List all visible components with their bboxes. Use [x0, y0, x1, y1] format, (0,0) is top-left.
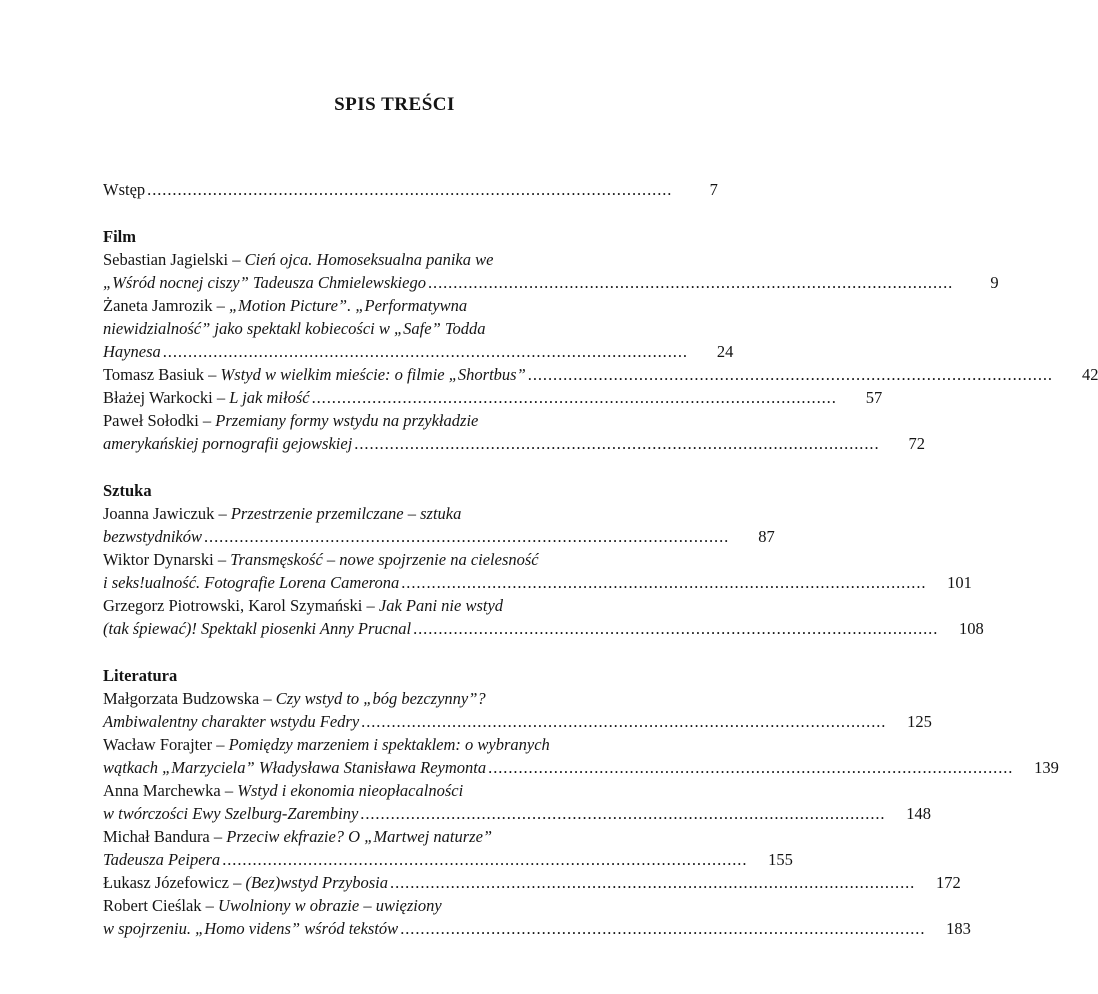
- section-heading: Literatura: [103, 666, 178, 685]
- entry-author: Wacław Forajter –: [103, 735, 229, 754]
- entry-author: Małgorzata Budzowska –: [103, 689, 276, 708]
- entry-author: Wstęp: [103, 180, 146, 199]
- entry-title: L jak miłość: [229, 388, 310, 407]
- entry-text: [103, 294, 467, 317]
- entry-text: [103, 502, 461, 525]
- entry-text: [103, 710, 359, 733]
- entry-title: Tadeusza Peipera: [103, 850, 221, 869]
- entry-author: Sebastian Jagielski –: [103, 250, 245, 269]
- toc-entry: [103, 594, 984, 640]
- entry-title: Czy wstyd to „bóg bezczynny”?: [275, 689, 486, 708]
- dot-leader: [399, 571, 936, 594]
- toc-section: [103, 664, 1059, 940]
- toc-entry: [103, 733, 1059, 779]
- entry-text: [103, 917, 398, 940]
- entry-title: amerykańskiej pornografii gejowskiej: [103, 434, 353, 453]
- entry-text: [103, 271, 426, 294]
- entry-title: (Bez)wstyd Przybosia: [245, 873, 389, 892]
- entry-text: [103, 432, 352, 455]
- entry-line: [103, 687, 686, 710]
- page-number: 183: [946, 919, 971, 938]
- entry-text: [103, 756, 486, 779]
- entry-text: [103, 340, 161, 363]
- entry-text: [103, 548, 539, 571]
- toc-entry: [103, 502, 775, 548]
- entry-title: bezwstydników: [103, 527, 202, 546]
- page-number: 57: [865, 388, 883, 407]
- entry-title: w twórczości Ewy Szelburg-Zarembiny: [103, 804, 359, 823]
- entry-text: [103, 386, 310, 409]
- page-title: SPIS TREŚCI: [334, 94, 455, 115]
- dot-leader: [411, 617, 948, 640]
- entry-title: w spojrzeniu. „Homo videns” wśród tekstów: [103, 919, 399, 938]
- dot-leader: [398, 917, 935, 940]
- entry-title: Wstyd i ekonomia nieopłacalności: [237, 781, 464, 800]
- dot-leader: [359, 710, 896, 733]
- dot-leader: [145, 178, 682, 201]
- entry-title: i seks!ualność. Fotografie Lorena Camerona: [103, 573, 400, 592]
- entry-text: [103, 894, 442, 917]
- entry-text: [103, 571, 399, 594]
- page-number: 148: [906, 804, 931, 823]
- entry-text: [103, 317, 486, 340]
- page-number: 7: [709, 180, 718, 199]
- dot-leader: [202, 525, 739, 548]
- dot-leader: [526, 363, 1063, 386]
- toc-entry: [103, 871, 961, 894]
- entry-line: [103, 733, 686, 756]
- entry-line: [103, 409, 686, 432]
- entry-line: [103, 594, 686, 617]
- section-heading: Film: [103, 227, 136, 246]
- dot-leader: [426, 271, 963, 294]
- dot-leader: [358, 802, 895, 825]
- entry-title: Przemiany formy wstydu na przykładzie: [215, 411, 479, 430]
- entry-title: Uwolniony w obrazie – uwięziony: [218, 896, 442, 915]
- toc-entry: [103, 386, 883, 409]
- entry-title: Haynesa: [103, 342, 161, 361]
- toc-entry: [103, 825, 793, 871]
- entry-text: [103, 525, 202, 548]
- dot-leader: [161, 340, 698, 363]
- page-number: 42: [1081, 365, 1098, 384]
- dot-leader: [220, 848, 757, 871]
- entry-text: [103, 409, 478, 432]
- entry-text: [103, 733, 550, 756]
- table-of-contents: [103, 178, 1098, 940]
- toc-entry: [103, 409, 925, 455]
- entry-text: [103, 178, 145, 201]
- entry-line: [103, 248, 686, 271]
- entry-author: Robert Cieślak –: [103, 896, 219, 915]
- entry-author: Michał Bandura –: [103, 827, 227, 846]
- toc-entry: [103, 779, 931, 825]
- page-number: 72: [908, 434, 925, 453]
- page-number: 125: [907, 712, 932, 731]
- entry-line: [103, 548, 686, 571]
- entry-line: [103, 317, 686, 340]
- entry-line-last: [103, 178, 718, 201]
- toc-entry: [103, 548, 972, 594]
- page-number: 108: [959, 619, 984, 638]
- entry-author: Wiktor Dynarski –: [103, 550, 231, 569]
- page-number: 172: [935, 873, 961, 892]
- toc-entry: [103, 294, 734, 363]
- toc-page: [103, 0, 1098, 994]
- entry-line-last: [103, 363, 1098, 386]
- toc-entry: [103, 363, 1098, 386]
- entry-line-last: [103, 271, 999, 294]
- entry-text: [103, 825, 492, 848]
- entry-line: [103, 825, 686, 848]
- dot-leader: [310, 386, 847, 409]
- entry-text: [103, 363, 526, 386]
- entry-author: Anna Marchewka –: [103, 781, 238, 800]
- entry-title: Jak Pani nie wstyd: [378, 596, 504, 615]
- entry-title: Wstyd w wielkim mieście: o filmie „Shortbus”: [220, 365, 526, 384]
- entry-line-last: [103, 525, 775, 548]
- toc-section: [103, 225, 1098, 455]
- entry-title: niewidzialność” jako spektakl kobiecości w „Safe” Todda: [103, 319, 486, 338]
- page-number: 9: [990, 273, 999, 292]
- entry-title: Ambiwalentny charakter wstydu Fedry: [103, 712, 360, 731]
- entry-line-last: [103, 432, 925, 455]
- entry-line: [103, 502, 686, 525]
- page-number: 155: [768, 850, 793, 869]
- entry-text: [103, 848, 220, 871]
- entry-line: [103, 294, 686, 317]
- page-number: 24: [716, 342, 734, 361]
- toc-entry: [103, 894, 971, 940]
- toc-section: [103, 479, 984, 640]
- entry-title: Cień ojca. Homoseksualna panika we: [244, 250, 494, 269]
- toc-section: [103, 178, 718, 201]
- entry-text: [103, 594, 503, 617]
- entry-title: „Wśród nocnej ciszy” Tadeusza Chmielewskiego: [103, 273, 426, 292]
- entry-title: Transmęskość – nowe spojrzenie na cielesność: [230, 550, 539, 569]
- entry-author: Żaneta Jamrozik –: [103, 296, 229, 315]
- entry-line-last: [103, 571, 972, 594]
- entry-author: Błażej Warkocki –: [103, 388, 230, 407]
- section-heading: Sztuka: [103, 481, 152, 500]
- entry-line-last: [103, 802, 931, 825]
- entry-text: [103, 871, 388, 894]
- entry-text: [103, 248, 493, 271]
- dot-leader: [486, 756, 1023, 779]
- entry-author: Tomasz Basiuk –: [103, 365, 221, 384]
- entry-title: (tak śpiewać)! Spektakl piosenki Anny Prucnal: [103, 619, 412, 638]
- entry-text: [103, 802, 358, 825]
- entry-author: Grzegorz Piotrowski, Karol Szymański –: [103, 596, 379, 615]
- page-number: 87: [758, 527, 775, 546]
- entry-line-last: [103, 756, 1059, 779]
- entry-author: Joanna Jawiczuk –: [103, 504, 231, 523]
- entry-title: Pomiędzy marzeniem i spektaklem: o wybranych: [228, 735, 550, 754]
- entry-line: [103, 894, 686, 917]
- toc-entry: [103, 687, 932, 733]
- entry-line: [103, 779, 686, 802]
- page-number: 139: [1034, 758, 1059, 777]
- toc-entry: [103, 248, 999, 294]
- entry-text: [103, 687, 486, 710]
- entry-line-last: [103, 710, 932, 733]
- dot-leader: [352, 432, 889, 455]
- page-number: 101: [947, 573, 972, 592]
- entry-author: Paweł Sołodki –: [103, 411, 216, 430]
- entry-line-last: [103, 871, 961, 894]
- entry-title: „Motion Picture”. „Performatywna: [229, 296, 468, 315]
- entry-line-last: [103, 617, 984, 640]
- entry-text: [103, 617, 411, 640]
- entry-line-last: [103, 917, 971, 940]
- entry-title: Przeciw ekfrazie? O „Martwej naturze”: [226, 827, 493, 846]
- entry-author: Łukasz Józefowicz –: [103, 873, 246, 892]
- entry-text: [103, 779, 463, 802]
- entry-title: Przestrzenie przemilczane – sztuka: [230, 504, 462, 523]
- entry-line-last: [103, 386, 883, 409]
- entry-line-last: [103, 340, 734, 363]
- entry-title: wątkach „Marzyciela” Władysława Stanisława Reymonta: [103, 758, 487, 777]
- toc-entry: [103, 178, 718, 201]
- dot-leader: [388, 871, 925, 894]
- entry-line-last: [103, 848, 793, 871]
